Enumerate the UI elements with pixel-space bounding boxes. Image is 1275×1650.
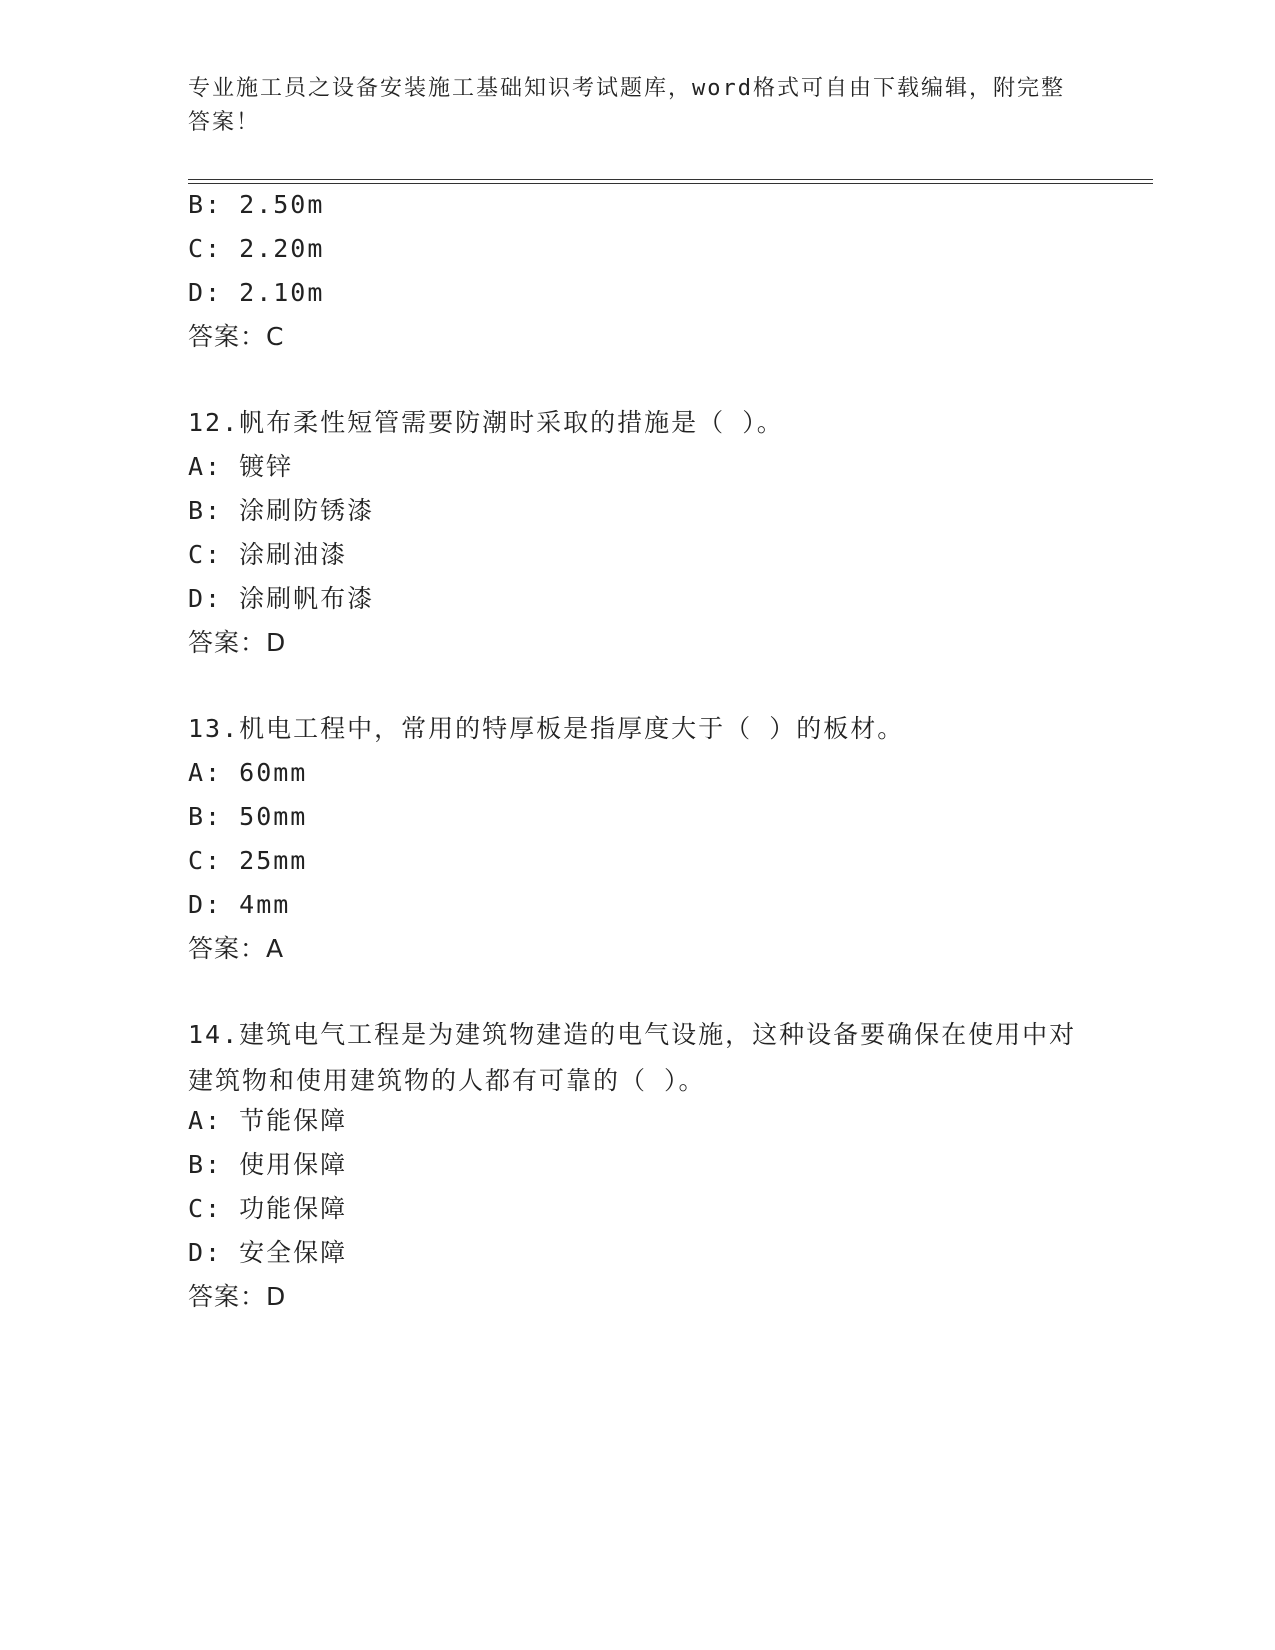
q14-option-a: A: 节能保障 <box>188 1106 348 1135</box>
q11-option-c: C: 2.20m <box>188 234 325 263</box>
q12-question: 12.帆布柔性短管需要防潮时采取的措施是（ ）。 <box>188 408 784 437</box>
q14-answer: 答案：D <box>188 1282 287 1311</box>
q12-answer: 答案：D <box>188 628 287 657</box>
q14-option-c: C: 功能保障 <box>188 1194 348 1223</box>
q11-option-d: D: 2.10m <box>188 278 325 307</box>
q13-option-d: D: 4mm <box>188 890 291 919</box>
header-divider-top <box>188 179 1153 180</box>
q12-option-b: B: 涂刷防锈漆 <box>188 496 375 525</box>
q12-option-c: C: 涂刷油漆 <box>188 540 348 569</box>
q14-option-b: B: 使用保障 <box>188 1150 348 1179</box>
q13-option-b: B: 50mm <box>188 802 308 831</box>
header-divider-bottom <box>188 183 1153 184</box>
q13-option-a: A: 60mm <box>188 758 308 787</box>
document-header-title: 专业施工员之设备安装施工基础知识考试题库，word格式可自由下载编辑，附完整答案！ <box>188 76 1065 135</box>
q13-answer: 答案：A <box>188 934 285 963</box>
q13-question: 13.机电工程中，常用的特厚板是指厚度大于（ ）的板材。 <box>188 714 905 743</box>
q11-option-b: B: 2.50m <box>188 190 325 219</box>
q13-option-c: C: 25mm <box>188 846 308 875</box>
q12-option-d: D: 涂刷帆布漆 <box>188 584 375 613</box>
q14-question: 14.建筑电气工程是为建筑物建造的电气设施，这种设备要确保在使用中对建筑物和使用建筑物的人都有可靠的（ ）。 <box>188 1020 1077 1095</box>
q14-option-d: D: 安全保障 <box>188 1238 348 1267</box>
q12-option-a: A: 镀锌 <box>188 452 294 481</box>
q11-answer: 答案：C <box>188 322 285 351</box>
